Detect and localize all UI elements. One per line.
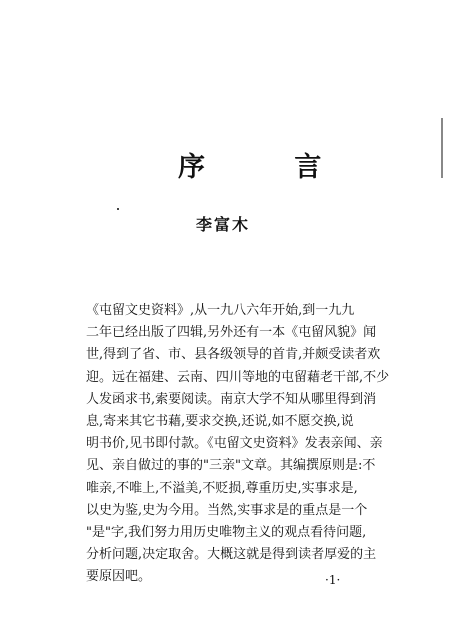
body-line: 世,得到了省、市、县各级领导的首肯,并颇受读者欢 bbox=[86, 347, 381, 363]
body-line: 分析问题,决定取舍。大概这就是得到读者厚爱的主 bbox=[86, 547, 377, 563]
preface-body bbox=[86, 300, 390, 588]
body-line: 二年已经出版了四辑,另外还有一本《屯留风貌》闻 bbox=[86, 325, 377, 341]
body-line: 迎。远在福建、云南、四川等地的屯留藉老干部,不少 bbox=[86, 369, 390, 385]
scan-speck bbox=[441, 118, 443, 178]
body-line: 明书价,见书即付款。《屯留文史资料》发表亲闻、亲 bbox=[86, 436, 383, 452]
page-title: 序 言 bbox=[178, 152, 362, 183]
body-line: 要原因吧。 bbox=[86, 569, 152, 585]
body-line: 《屯留文史资料》,从一九八六年开始,到一九九 bbox=[86, 303, 355, 318]
body-line: 以史为鉴,史为今用。当然,实事求是的重点是一个 bbox=[86, 502, 368, 518]
body-line: "是"字,我们努力用历史唯物主义的观点看待问题, bbox=[86, 524, 367, 540]
body-line: 唯亲,不唯上,不溢美,不贬损,尊重历史,实事求是, bbox=[86, 480, 358, 496]
page-number: ·1· bbox=[325, 573, 341, 587]
body-line: 息,寄来其它书藉,要求交换,还说,如不愿交换,说 bbox=[86, 413, 354, 429]
body-line: 见、亲自做过的事的"三亲"文章。其编撰原则是:不 bbox=[86, 458, 376, 474]
author-name: 李富木 bbox=[196, 215, 251, 234]
body-line: 人发函求书,索要阅读。南京大学不知从哪里得到消 bbox=[86, 391, 377, 407]
scan-speck bbox=[117, 208, 119, 210]
